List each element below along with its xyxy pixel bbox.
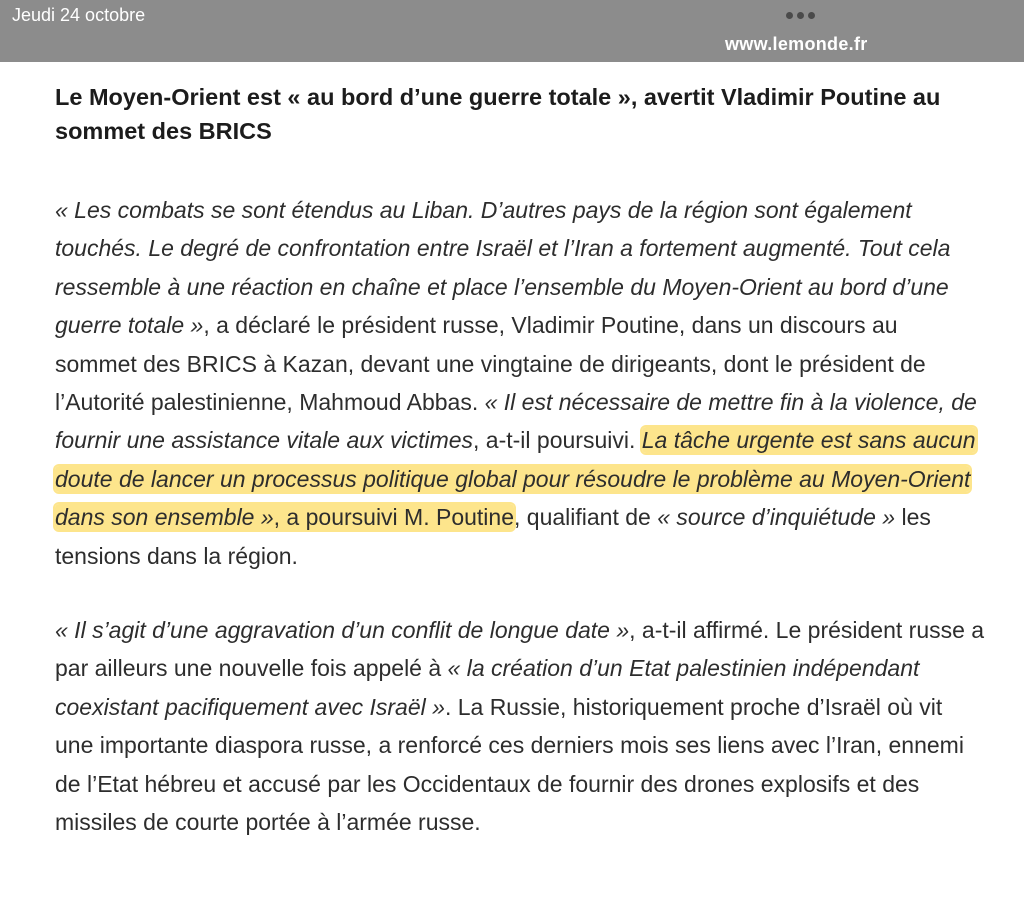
text: , a-t-il poursuivi. [473,427,642,454]
quote: « Les combats se sont étendus au Liban. D’autres pays de la région sont également touchés. Le degré de confrontation entre Israël et l’Iran a fortement augmenté. Tout cela ressemble à une réaction en chaîne et place l’ensemble du Moyen-Orient au bord d’une guerre totale » [55,197,951,339]
text: , a déclaré le président russe, Vladimir Poutine, dans un discours au sommet des BRICS à Kazan, devant une vingtaine de dirigeants, dont le président de l’Autorité palestinienne, Mahmoud Abbas. [55,312,926,416]
paragraph-1 [55,191,985,575]
paragraph-2 [55,611,985,841]
quote: La tâche urgente est sans aucun doute de lancer un processus politique global pour résoudre le problème au Moyen-Orient dans son ensemble » [55,427,976,531]
text: les tensions dans la région. [55,504,931,569]
text: , a poursuivi M. Poutine [273,504,514,531]
text: , qualifiant de [514,504,658,531]
status-bar [0,0,1024,62]
more-dots-icon[interactable] [786,12,815,19]
article-headline: Le Moyen-Orient est « au bord d’une guerre totale », avertit Vladimir Poutine au sommet des BRICS [55,84,941,144]
quote: « Il s’agit d’une aggravation d’un conflit de longue date » [55,617,630,644]
dot [808,12,815,19]
site-url[interactable]: www.lemonde.fr [725,34,868,54]
dot [797,12,804,19]
dot [786,12,793,19]
article-body [55,80,985,842]
quote: « la création d’un Etat palestinien indépendant coexistant pacifiquement avec Israël » [55,655,920,720]
quote: « source d’inquiétude » [657,504,896,531]
date-label: Jeudi 24 octobre [12,5,146,25]
text: , a-t-il affirmé. Le président russe a par ailleurs une nouvelle fois appelé à [55,617,985,682]
quote: « Il est nécessaire de mettre fin à la violence, de fournir une assistance vitale aux victimes [55,389,977,454]
text: . La Russie, historiquement proche d’Israël où vit une importante diaspora russe, a renforcé ces derniers mois ses liens avec l’Iran, ennemi de l’Etat hébreu et accusé par les Occidentaux de fournir des drones explosifs et des missiles de courte portée à l’armée russe. [55,693,964,836]
